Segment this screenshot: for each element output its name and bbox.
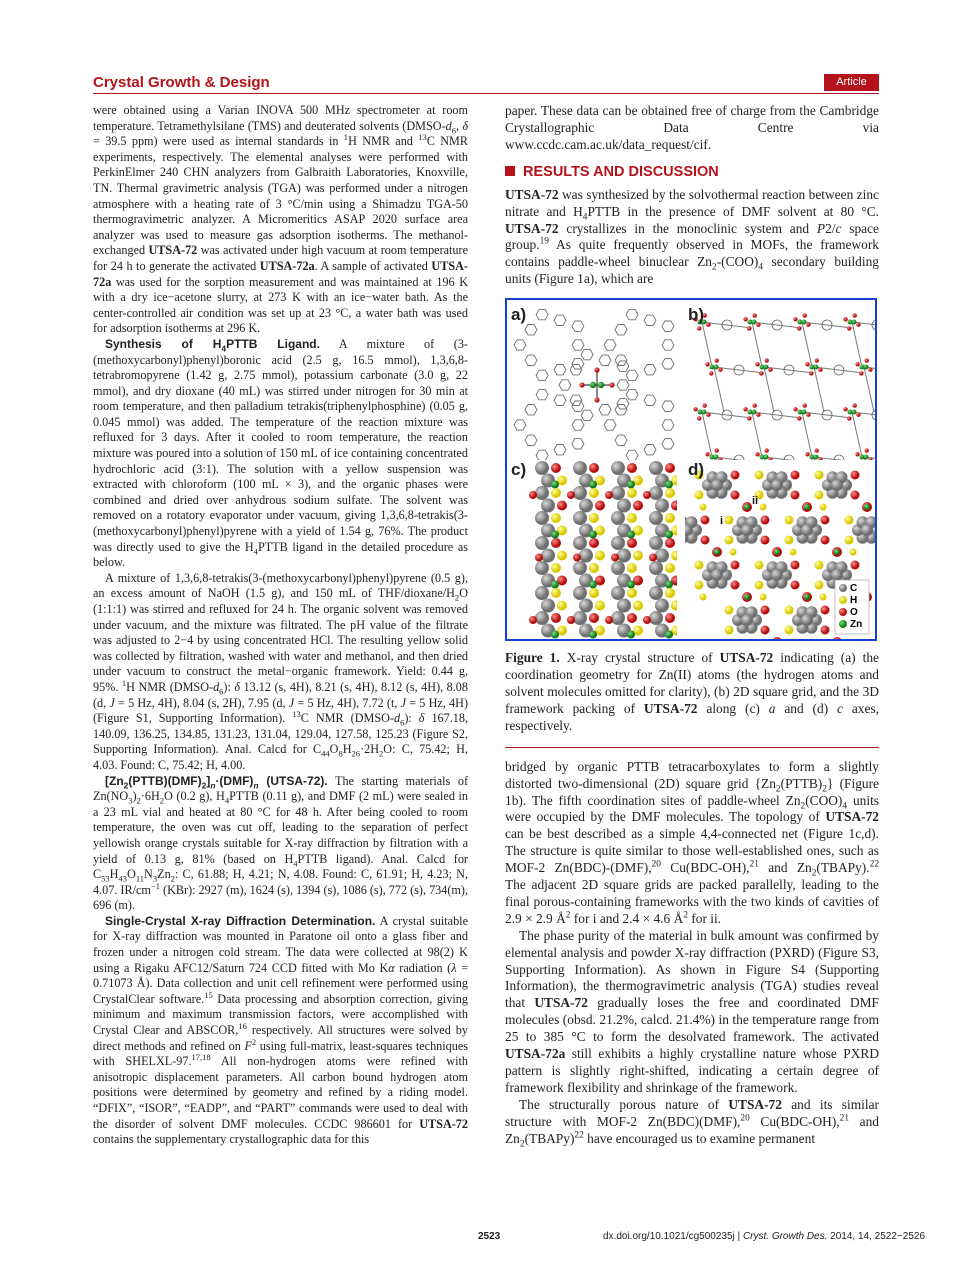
right-top-paragraph: paper. These data can be obtained free of charge from the Cambridge Crystallographic Data Centre via www.ccdc.cam.ac.uk/data_request/cif. (505, 103, 879, 152)
right-column (505, 103, 879, 1148)
legend-label-o: O (850, 607, 858, 619)
legend-label-zn: Zn (850, 619, 863, 631)
figure-1 (505, 298, 877, 641)
section-heading-text: RESULTS AND DISCUSSION (523, 163, 719, 180)
site-label-ii: ii (752, 495, 759, 508)
left-column (93, 103, 468, 1148)
paragraph-p1: were obtained using a Varian INOVA 500 MHz spectrometer at room temperature. Tetramethylsilane (TMS) and deuterated solvents ($DMSO-d_6$, δ = 39.5 ppm) were used as internal standards in $^1$H NMR and $^{13}$C NMR experiments, respectively. The elemental analyses were performed with PerkinElmer 240 CHN analyzers from Galbraith Laboratories, Knoxville, TN. Thermal gravimetric analysis (TGA) was performed under a nitrogen atmosphere with a heating rate of 3 °C/min using a Shimadzu TGA-50 thermogravimetric analyzer. A Micromeritics ASAP 2020 surface area analyzer was used to measure gas adsorption isotherms. The methanol-exchanged UTSA-72 was activated under high vacuum at room temperature for 24 h to generate the activated UTSA-72a. A sample of activated UTSA-72a was used for the sorption measurement and was maintained at 196 K with a dry ice−acetone slurry, at 273 K with an ice−water bath. As the center-controlled air condition was set up at 23 °C, a water bath was used for adsorption isotherms at 296 K. (93, 103, 468, 336)
legend-dot-o (839, 608, 847, 616)
legend-label-c: C (850, 583, 858, 595)
right-column-body (505, 759, 879, 1148)
header-rule (93, 93, 879, 94)
footer-citation: dx.doi.org/10.1021/cg500235j | Cryst. Growth Des. 2014, 14, 2522−2526 (603, 1231, 925, 1242)
paragraph-r3: The structurally porous nature of UTSA-72 and its similar structure with MOF-2 Zn(BDC)(DMF),$^{20}$ Cu(BDC-OH),$^{21}$ and $Zn_2(TBAPy)^{22}$ have encouraged us to examine permanent (505, 1096, 879, 1150)
paragraph-p4: $[Zn_2(PTTB)(DMF)_2]_n\cdot(DMF)_n$ (UTSA-72). The starting materials of $Zn(NO_3)_2\cdot 6H_2O$ (0.2 g), $H_4PTTB$ (0.11 g), and DMF (2 mL) were sealed in a 23 mL vial and heated at 80 °C for 48 h. After being cooled to room temperature, the oven was cut off, leading to the separation of perfect yellowish orange crystals suitable for X-ray diffraction by filtration with a yield of 0.13 g, 81% (based on $H_4PTTB$ ligand). Anal. Calcd for $C_{53}H_{43}O_{11}N_3Zn_2$: C, 61.88; H, 4.21; N, 4.08. Found: C, 61.91; H, 4.23; N, 4.07. $IR/cm^{-1}$ (KBr): 2927 (m), 1624 (s), 1394 (s), 1086 (s), 772 (s), 734(m), 696 (m). (93, 773, 469, 913)
figure-1-caption: Figure 1. X-ray crystal structure of UTSA-72 indicating (a) the coordination geometry for Zn(II) atoms (the hydrogen atoms and solvent molecules omitted for clarity), (b) 2D square grid, and the 3D framework packing of UTSA-72 along (c) a and (d) c axes, respectively. (505, 650, 880, 733)
page-number: 2523 (478, 1231, 501, 1242)
panel-label-d: d) (688, 460, 705, 480)
legend-label-h: H (850, 595, 858, 607)
section-heading (505, 164, 879, 180)
paragraph-r2: The phase purity of the material in bulk amount was confirmed by elemental analysis and powder X-ray diffraction (PXRD) (Figure S3, Supporting Information). As shown in Figure S4 (Supporting Information), the thermogravimetric analysis (TGA) studies reveal that UTSA-72 gradually loses the free and coordinated DMF molecules (obsd. 21.2%, calcd. 21.4%) in the temperature range from 25 to 385 °C to form the desolvated framework. The activated UTSA-72a still exhibits a highly crystalline nature whose PXRD pattern is slightly right-shifted, indicating a certain degree of framework flexibility and shrinkage of the framework. (505, 927, 879, 1095)
results-intro: UTSA-72 was synthesized by the solvothermal reaction between zinc nitrate and $H_4PTTB$ in the presence of DMF solvent at 80 °C. UTSA-72 crystallizes in the monoclinic system and P2/c space group.$^{19}$ As quite frequently observed in MOFs, the framework contains paddle-wheel binuclear $Zn_2-(COO)_4$ secondary building units (Figure 1a), which are (505, 186, 879, 287)
panel-label-c: c) (511, 460, 527, 480)
panel-a-coordination (514, 310, 674, 461)
panel-label-a: a) (511, 305, 527, 325)
legend-dot-c (839, 584, 847, 592)
legend-dot-h (839, 596, 847, 604)
panel-c-packing-a (529, 461, 681, 639)
element-legend (835, 580, 869, 634)
figure-1-graphic (507, 300, 875, 639)
paragraph-p5: Single-Crystal X-ray Diffraction Determination. A crystal suitable for X-ray diffraction was mounted in Paratone oil onto a glass fiber and frozen under a nitrogen cold stream. The data were collected at 98(2) K using a Rigaku AFC12/Saturn 724 CCD fitted with Mo Kα radiation (λ = 0.71073 Å). Data collection and unit cell refinement were performed using CrystalClear software.$^{15}$ Data processing and absorption correction, giving minimum and maximum transmission factors, were accomplished with Crystal Clear and ABSCOR,$^{16}$ respectively. All structures were solved by direct methods and refined on $F^2$ using full-matrix, least-squares techniques with SHELXL-97.$^{17,18}$ All non-hydrogen atoms were refined with anisotropic displacement parameters. All carbon bound hydrogen atom positions were determined by geometry and refined by a riding model. “DFIX”, “ISOR”, “EADP”, and “PART” commands were used to deal with the disorder of solvent DMF molecules. CCDC 986601 for UTSA-72 contains the supplementary crystallographic data for this (93, 913, 468, 1147)
paragraph-r1: bridged by organic PTTB tetracarboxylates to form a slightly distorted two-dimensional (2D) square grid $\{Zn_2(PTTB)_2\}$ (Figure 1b). The fifth coordination sites of paddle-wheel $Zn_2(COO)_4$ units were occupied by the DMF molecules. The topology of UTSA-72 can be best described as a simple 4,4-connected net (Figure 1c,d). The structure is quite similar to those well-established ones, such as MOF-2 Zn(BDC)-(DMF),$^{20}$ Cu(BDC-OH),$^{21}$ and $Zn_2(TBAPy).^{22}$ The adjacent 2D square grids are packed parallelly, leading to the final porous-containing frameworks with the two kinds of cavities of 2.9 × 2.9 $Å^2$ for i and 2.4 × 4.6 $Å^2$ for ii. (505, 758, 879, 926)
site-label-i: i (720, 515, 724, 528)
panel-label-b: b) (688, 305, 705, 325)
journal-title: Crystal Growth & Design (93, 74, 270, 91)
legend-dot-zn (839, 620, 847, 628)
paragraph-p2: Synthesis of $H_4PTTB$ Ligand. A mixture of (3-(methoxycarbonyl)phenyl)boronic acid (2.5 g, 16.5 mmol), 1,3,6,8-tetrabromopyrene (1.42 g, 2.75 mmol), potassium carbonate (3.0 g, 22 mmol), and dry dioxane (40 mL) was stirred under nitrogen for 30 min at room temperature, and then palladium tetrakis(triphenylphosphine) (0.05 g, 0.045 mmol) was added. The temperature of the reaction mixture was refluxed for 3 days. After it cooled to room temperature, the reaction mixture was poured into a solution of 150 mL of ice containing concentrated hydrochloric acid (3:1). The solution with a yellow suspension was extracted with chloroform (100 mL × 3), and the organic phases were combined and dried over anhydrous sodium sulfate. The solvent was removed on a rotatory evaporator under vacuum, giving 1,3,6,8-tetrakis(3-(methoxycarbonyl)phenyl)pyrene with a yield of 1.54 g, 76%. The product was directly used to give the $H_4PTTB$ ligand in the detailed procedure as below. (93, 336, 469, 570)
caption-rule (505, 747, 879, 748)
paragraph-p3: A mixture of 1,3,6,8-tetrakis(3-(methoxycarbonyl)phenyl)pyrene (0.5 g), an excess amount of NaOH (1.5 g), and 150 mL of THF/$dioxane/H_2O$ (1:1:1) was stirred and refluxed for 24 h. The organic solvent was removed under vacuum, and the mixture was filtrated. The pH value of the filtrate was adjusted to 2−4 by using concentrated HCl. The resulting yellow solid was collected by filtration, washed with water and methanol, and then dried under vacuum to construct the metal−organic framework. Yield: 0.44 g, 95%. $^1$H NMR $(DMSO-d_6)$: δ 13.12 (s, 4H), 8.21 (s, 4H), 8.12 (s, 4H), 8.08 (d, J = 5 Hz, 4H), 8.04 (s, 2H), 7.95 (d, J = 5 Hz, 4H), 7.72 (t, J = 5 Hz, 4H) (Figure S1, Supporting Information). $^{13}$C NMR $(DMSO-d_6)$: δ 167.18, 140.09, 136.25, 134.85, 131.23, 131.04, 129.04, 127.58, 125.23 (Figure S2, Supporting Information). Anal. Calcd for $C_{44}O_8H_{26}\cdot 2H_2O$: C, 75.42; H, 4.03. Found: C, 75.42; H, 4.00. (93, 570, 469, 772)
article-type-badge: Article (824, 74, 879, 91)
section-square-icon (505, 166, 515, 176)
